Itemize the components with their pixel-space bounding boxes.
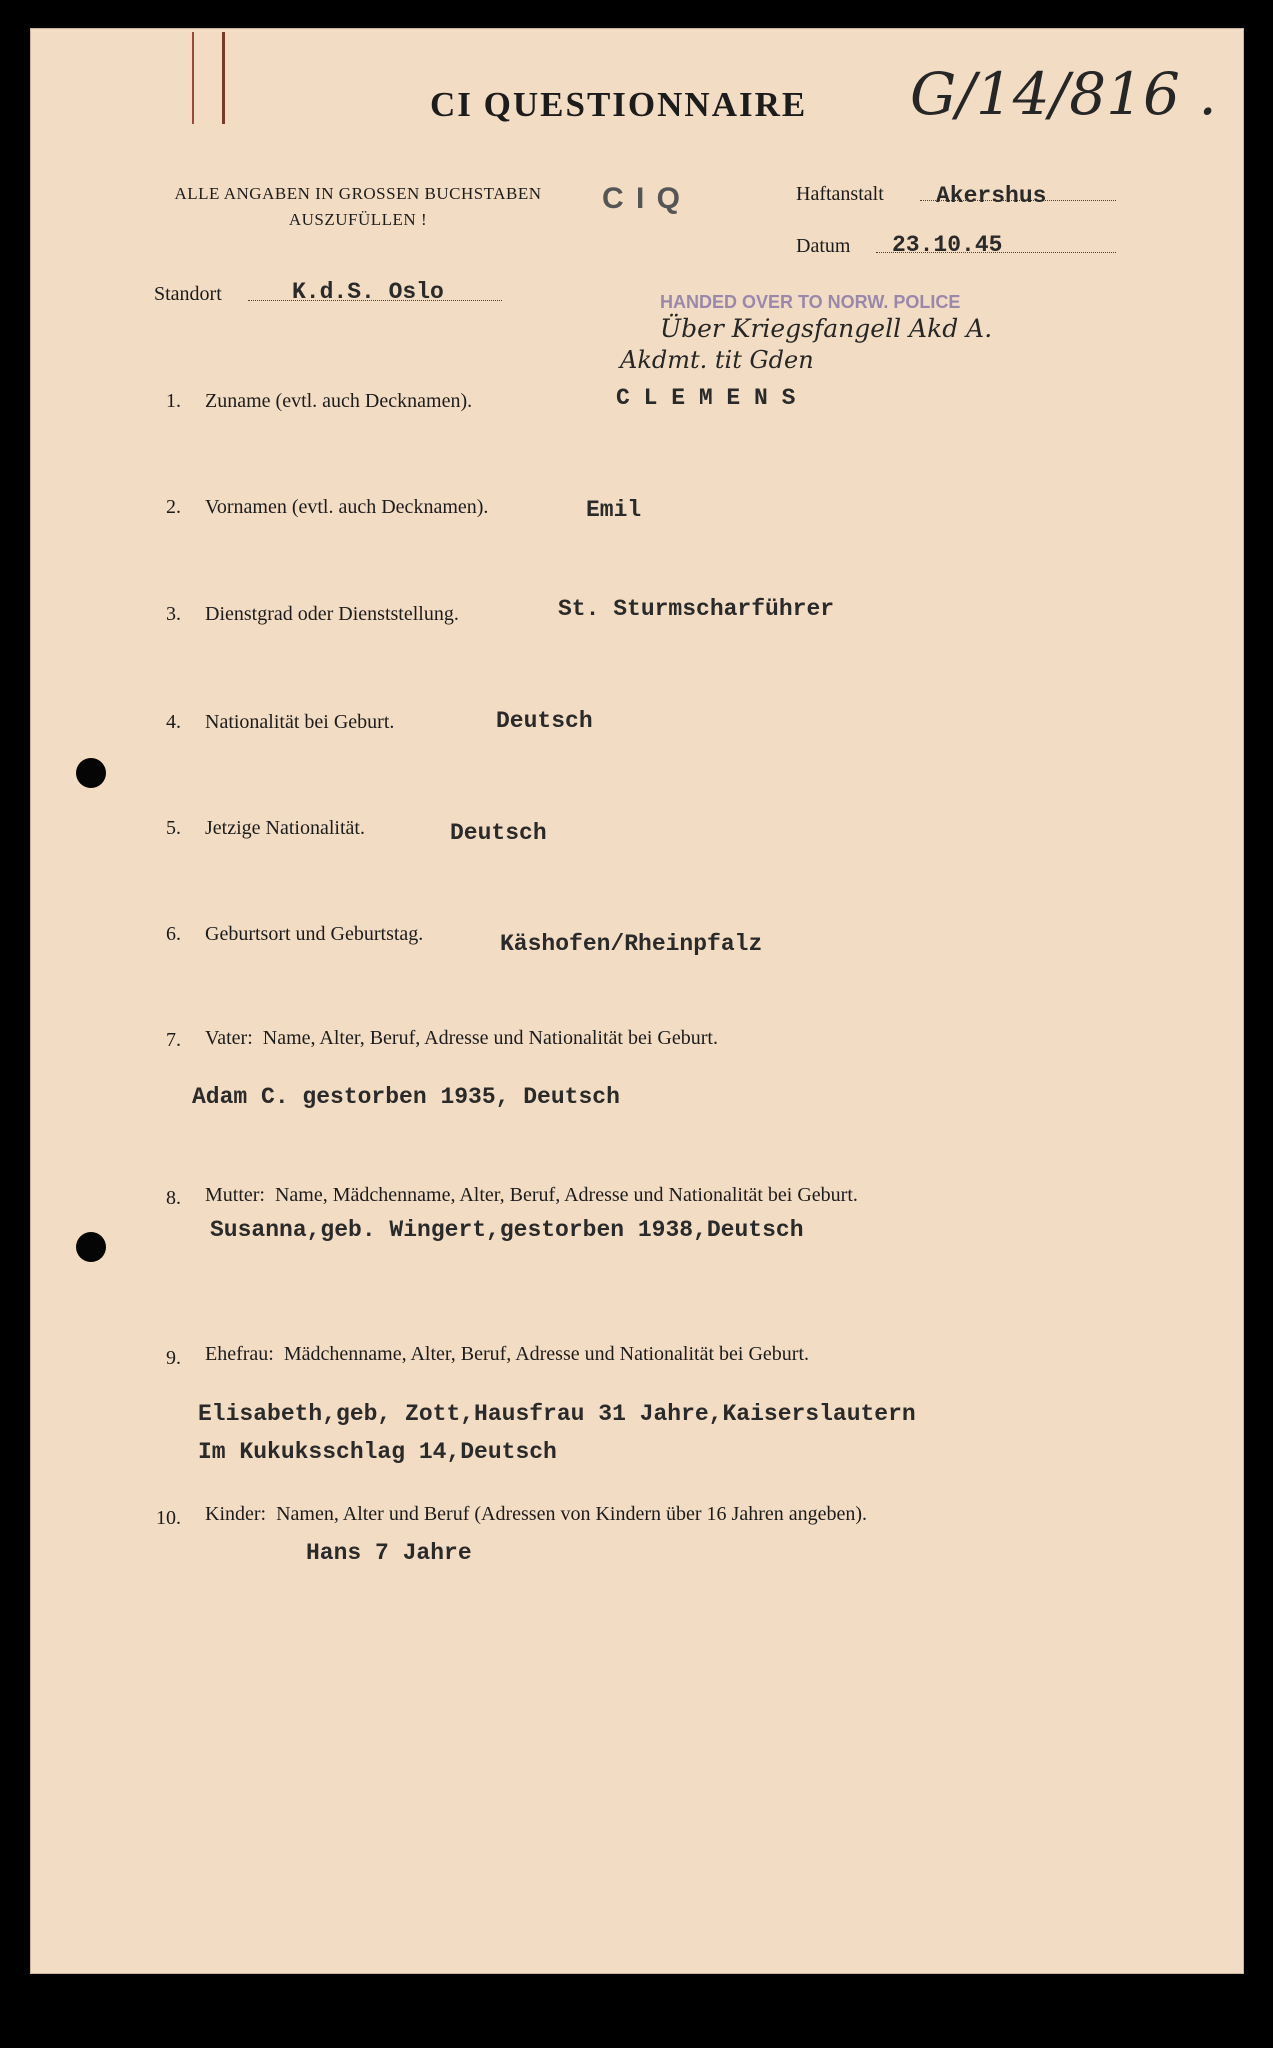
instruction-line-2: AUSZUFÜLLEN ! bbox=[288, 210, 428, 229]
q4-answer: Deutsch bbox=[496, 708, 593, 734]
q7-answer: Adam C. gestorben 1935, Deutsch bbox=[192, 1084, 620, 1110]
q3-answer: St. Sturmscharführer bbox=[558, 596, 835, 622]
q7-number: 7. bbox=[166, 1029, 181, 1051]
q8-number: 8. bbox=[166, 1187, 181, 1209]
police-handover-stamp: HANDED OVER TO NORW. POLICE bbox=[660, 292, 961, 312]
q1-answer: C L E M E N S bbox=[616, 385, 796, 411]
q9-answer-line-2: Im Kukuksschlag 14,Deutsch bbox=[198, 1439, 557, 1465]
q9-answer-line-1: Elisabeth,geb, Zott,Hausfrau 31 Jahre,Kaiserslautern bbox=[198, 1401, 916, 1427]
pencil-mark-right bbox=[222, 32, 225, 124]
q9-number: 9. bbox=[166, 1347, 181, 1369]
q5-number: 5. bbox=[166, 817, 181, 839]
q9-label: Ehefrau: Mädchenname, Alter, Beruf, Adresse und Nationalität bei Geburt. bbox=[205, 1343, 810, 1365]
q6-answer: Käshofen/Rheinpfalz bbox=[500, 931, 763, 957]
q5-answer: Deutsch bbox=[450, 820, 547, 846]
q3-label: Dienstgrad oder Dienststellung. bbox=[205, 603, 459, 625]
q7-label: Vater: Name, Alter, Beruf, Adresse und Nationalität bei Geburt. bbox=[205, 1027, 718, 1049]
handwritten-note-line-1: Über Kriegsfangell Akd A. bbox=[660, 314, 993, 343]
datum-value: 23.10.45 bbox=[892, 232, 1003, 258]
q2-number: 2. bbox=[166, 496, 181, 518]
document-page bbox=[30, 28, 1244, 1974]
q6-label: Geburtsort und Geburtstag. bbox=[205, 923, 424, 945]
q10-answer: Hans 7 Jahre bbox=[306, 1540, 472, 1566]
standort-label: Standort bbox=[154, 283, 222, 305]
q6-number: 6. bbox=[166, 923, 181, 945]
q4-label: Nationalität bei Geburt. bbox=[205, 711, 395, 733]
instruction-line-1: ALLE ANGABEN IN GROSSEN BUCHSTABEN bbox=[174, 184, 542, 203]
q1-number: 1. bbox=[166, 390, 181, 412]
q10-number: 10. bbox=[156, 1507, 181, 1529]
q2-answer: Emil bbox=[586, 497, 642, 523]
instruction-text bbox=[148, 184, 568, 230]
binder-hole-bottom bbox=[76, 1232, 106, 1262]
file-number: G/14/816 . bbox=[910, 60, 1217, 128]
standort-value: K.d.S. Oslo bbox=[292, 279, 444, 305]
ciq-stamp: C I Q bbox=[602, 182, 683, 215]
q1-label: Zuname (evtl. auch Decknamen). bbox=[205, 390, 473, 412]
q8-label: Mutter: Name, Mädchenname, Alter, Beruf, Adresse und Nationalität bei Geburt. bbox=[205, 1184, 858, 1206]
q3-number: 3. bbox=[166, 603, 181, 625]
datum-label: Datum bbox=[796, 235, 851, 257]
q10-label: Kinder: Namen, Alter und Beruf (Adressen von Kindern über 16 Jahren angeben). bbox=[205, 1503, 868, 1525]
q4-number: 4. bbox=[166, 711, 181, 733]
q8-answer: Susanna,geb. Wingert,gestorben 1938,Deutsch bbox=[210, 1217, 804, 1243]
handwritten-note-line-2: Akdmt. tit Gden bbox=[620, 346, 814, 374]
q2-label: Vornamen (evtl. auch Decknamen). bbox=[205, 496, 489, 518]
haftanstalt-value: Akershus bbox=[936, 183, 1047, 209]
form-title: CI QUESTIONNAIRE bbox=[430, 85, 808, 124]
haftanstalt-label: Haftanstalt bbox=[796, 183, 884, 205]
pencil-mark-left bbox=[192, 32, 194, 124]
binder-hole-top bbox=[76, 758, 106, 788]
q5-label: Jetzige Nationalität. bbox=[205, 817, 365, 839]
